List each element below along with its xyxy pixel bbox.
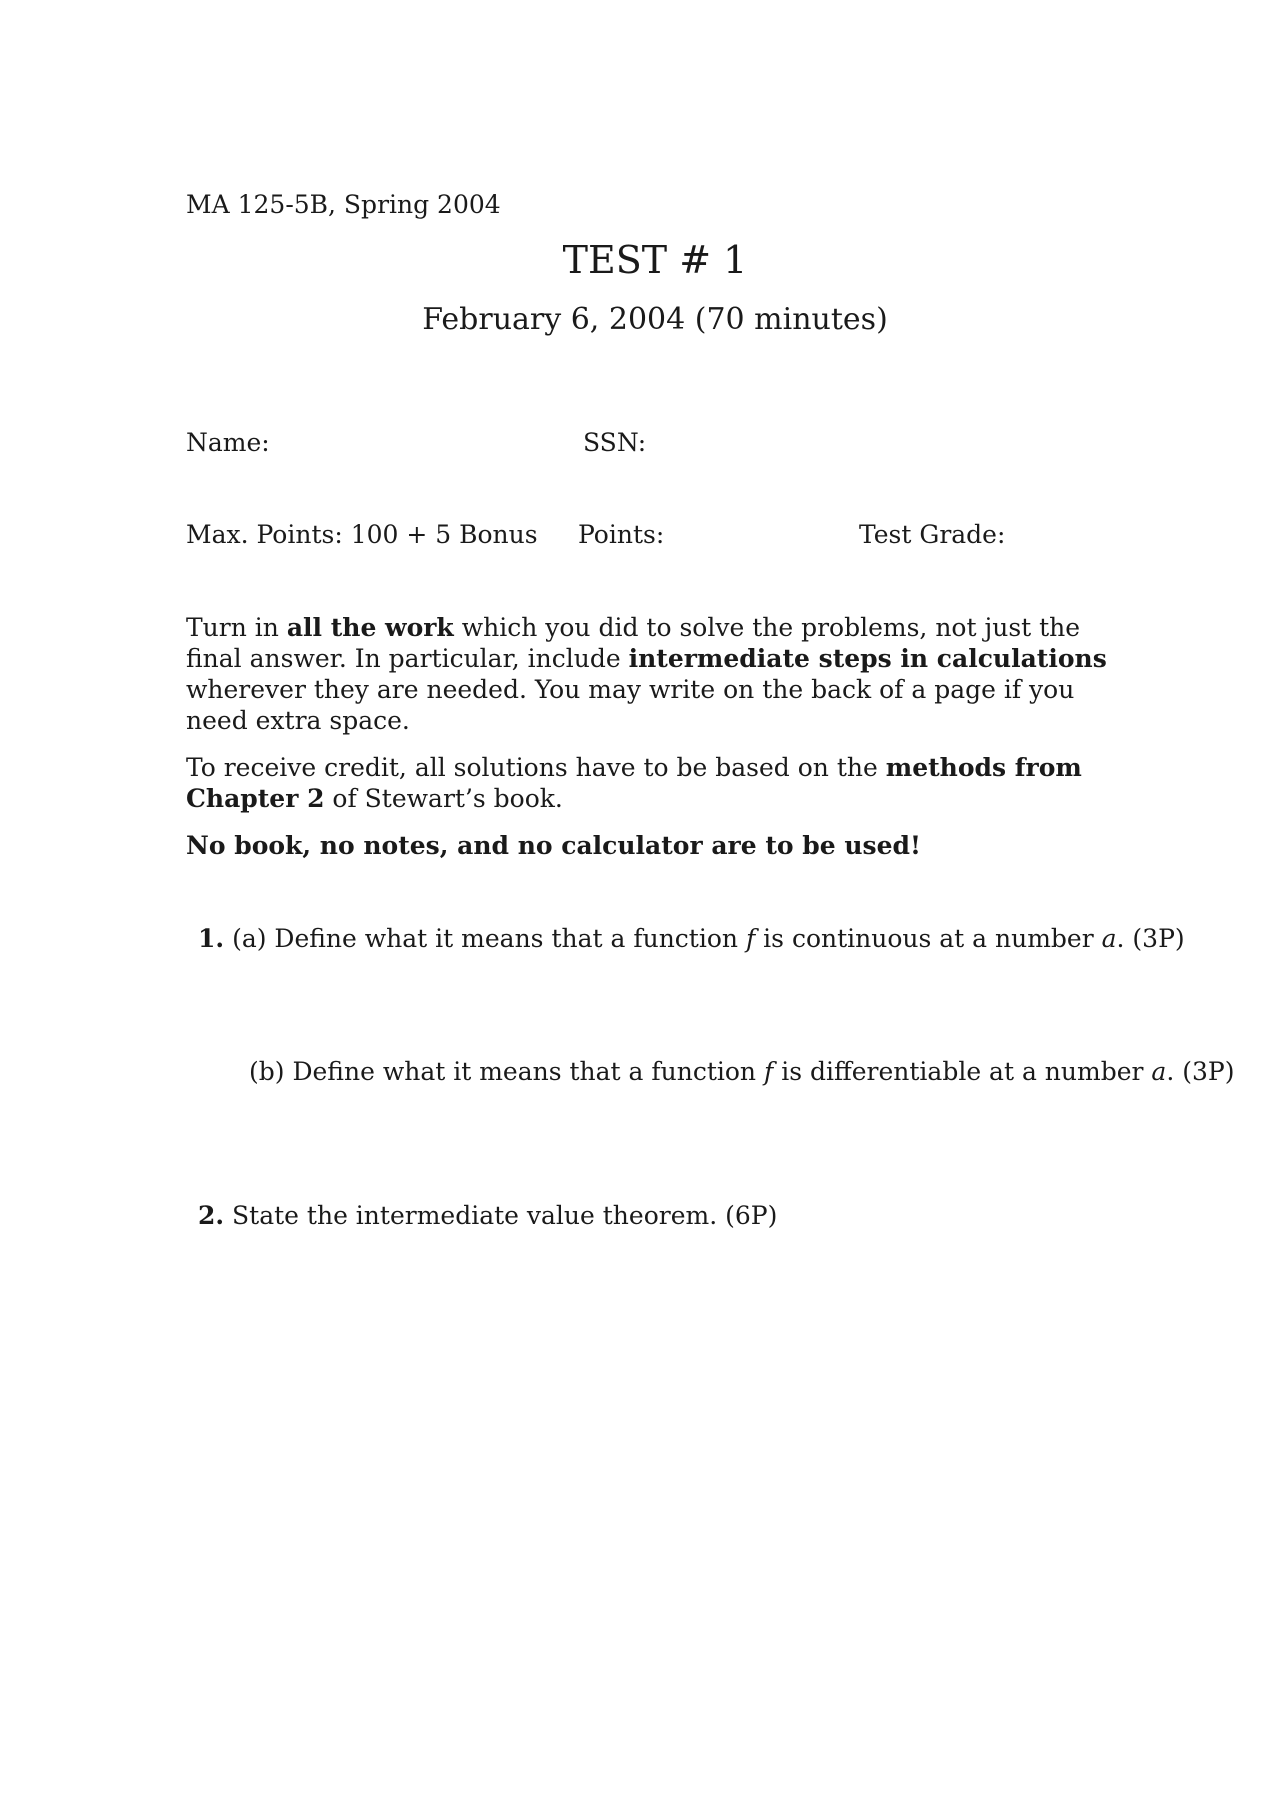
instr-bold-all-work: all the work (286, 613, 454, 642)
test-title: TEST # 1 (562, 238, 748, 282)
instructions-credit-paragraph (186, 752, 1136, 814)
problem-1a (198, 924, 1185, 953)
instr-bold-intermediate-steps: intermediate steps in calculations (628, 644, 1107, 673)
test-date: February 6, 2004 (70 minutes) (422, 302, 888, 337)
instr-bold-methods: methods from Chapter 2 (186, 753, 1082, 813)
problem-text: is continuous at a number (755, 924, 1102, 953)
course-label: MA 125-5B, Spring 2004 (186, 190, 501, 219)
problem-text: (b) Define what it means that a function (249, 1057, 764, 1086)
problem-text: . (3P) (1116, 924, 1185, 953)
instructions (186, 612, 1136, 877)
instr-text: Turn in (186, 613, 287, 642)
instr-text: wherever they are needed. You may write on the back of a page if you need extra space. (186, 675, 1075, 735)
max-points-label: Max. Points: 100 + 5 Bonus (186, 520, 538, 549)
problem-2 (198, 1201, 777, 1230)
points-label: Points: (578, 520, 665, 549)
math-var-a: a (1101, 924, 1117, 953)
instr-bold-no-aids: No book, no notes, and no calculator are to be used! (186, 831, 921, 860)
problem-number: 1. (198, 924, 225, 953)
test-grade-label: Test Grade: (859, 520, 1006, 549)
instructions-no-aids-paragraph (186, 830, 1136, 861)
ssn-label: SSN: (583, 428, 647, 457)
instructions-work-paragraph (186, 612, 1136, 736)
instr-text: To receive credit, all solutions have to be based on the (186, 753, 886, 782)
instr-text: of Stewart’s book. (324, 784, 563, 813)
problem-text: . (3P) (1166, 1057, 1235, 1086)
problem-text: is differentiable at a number (773, 1057, 1152, 1086)
problem-text: (a) Define what it means that a function (232, 924, 746, 953)
problem-1b (249, 1057, 1234, 1086)
instr-text: which you did to solve the problems, not just the final answer. In particular, include (186, 613, 1081, 673)
problem-text: State the intermediate value theorem. (6P) (224, 1201, 778, 1230)
math-var-f: f (763, 1057, 774, 1086)
math-var-a: a (1151, 1057, 1167, 1086)
name-label: Name: (186, 428, 270, 457)
problem-number: 2. (198, 1201, 225, 1230)
math-var-f: f (745, 924, 756, 953)
